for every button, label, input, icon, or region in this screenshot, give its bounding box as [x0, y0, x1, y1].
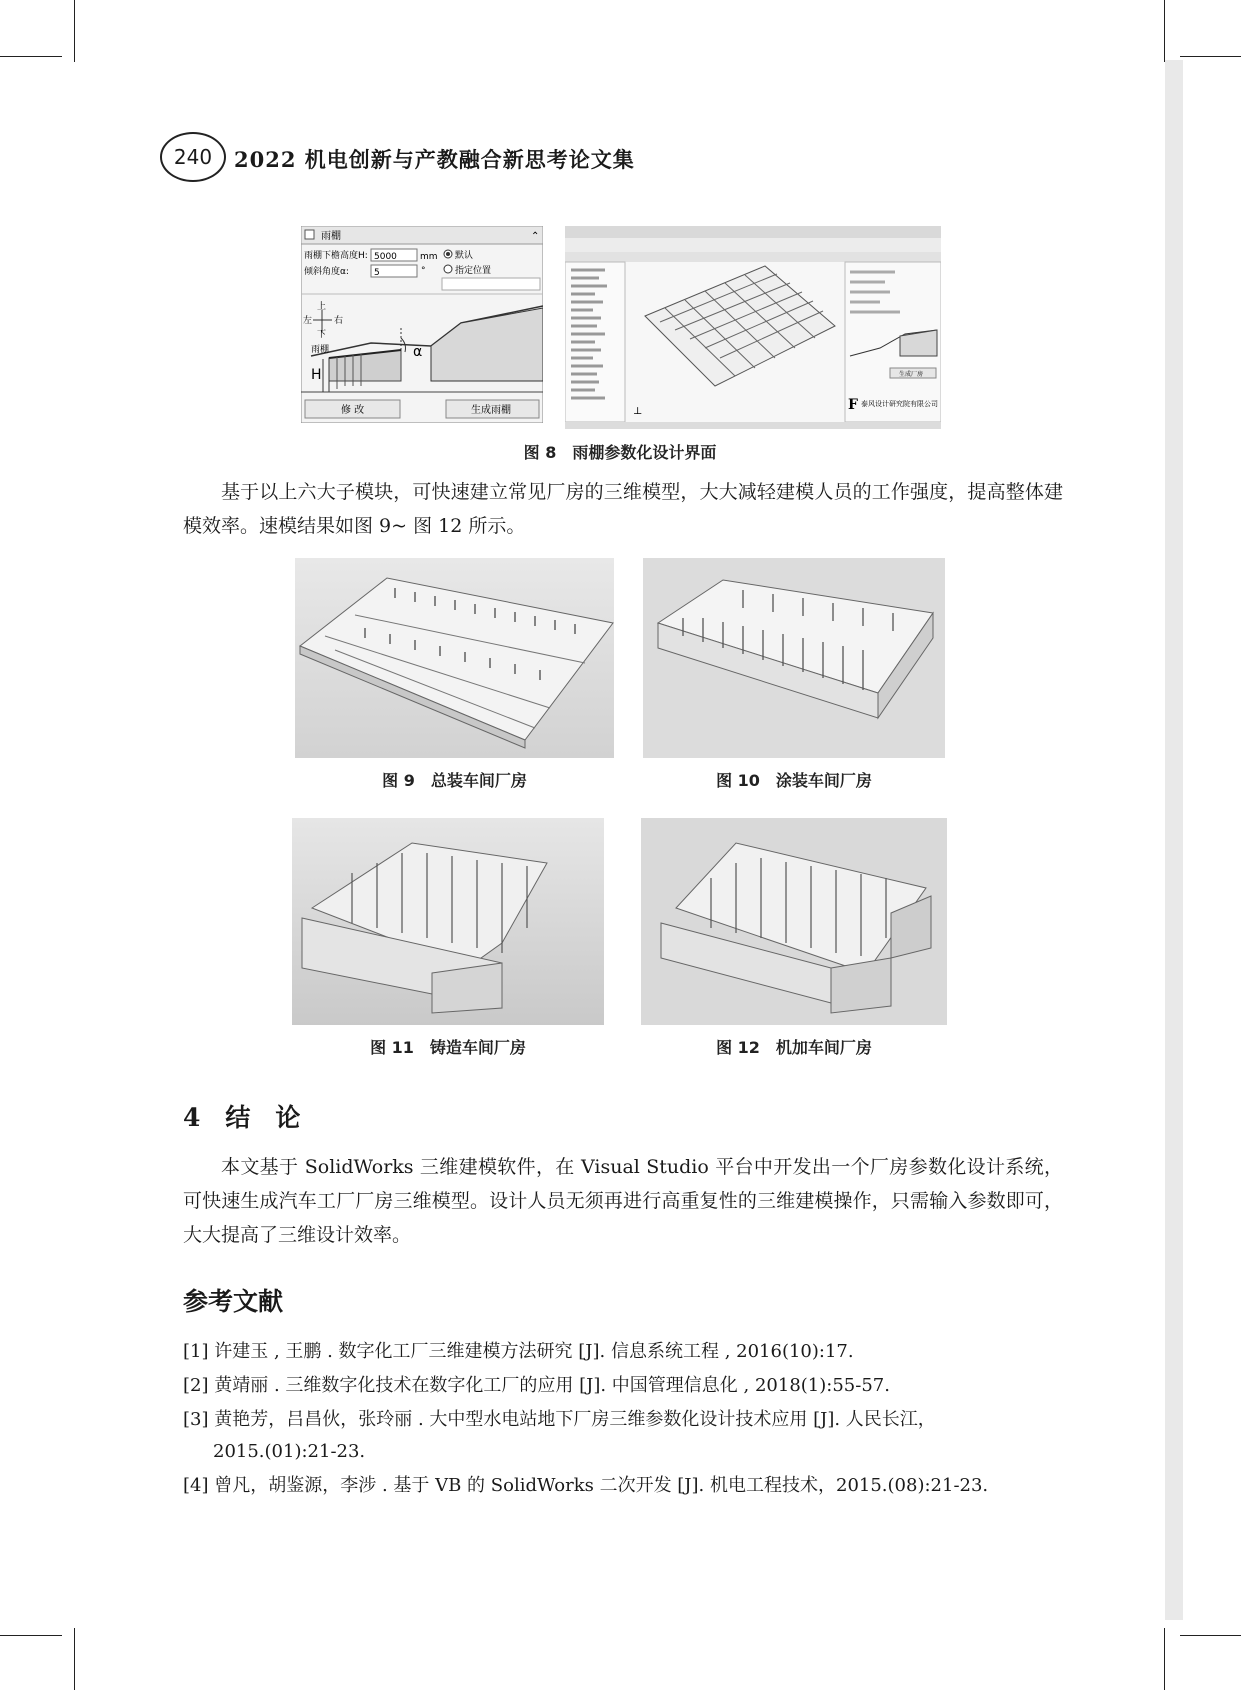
- reference-item: [3] 黄艳芳，吕昌伙，张玲丽 . 大中型水电站地下厂房三维参数化设计技术应用 [J]. 人民长江，: [183, 1409, 936, 1430]
- figure11-image: [292, 818, 604, 1025]
- page-edge-band: [1165, 60, 1183, 1620]
- axis-icon: ⊥: [633, 406, 643, 417]
- figure8-caption: 图 8 雨棚参数化设计界面: [523, 443, 717, 462]
- figure10-caption: 图 10 涂装车间厂房: [716, 771, 872, 790]
- svg-text:°: °: [421, 266, 426, 276]
- crop-mark: [1164, 1628, 1165, 1690]
- crop-mark: [1180, 1635, 1241, 1636]
- svg-text:左: 左: [303, 316, 313, 326]
- panel-checkbox[interactable]: [305, 230, 314, 239]
- angle-label: 倾斜角度α:: [304, 267, 349, 277]
- figure11-caption: 图 11 铸造车间厂房: [370, 1038, 526, 1057]
- svg-text:泰风设计研究院有限公司: 泰风设计研究院有限公司: [861, 400, 938, 408]
- figure10-image: [643, 558, 945, 758]
- figure9-image: [295, 558, 614, 758]
- book-title: 2022 机电创新与产教融合新思考论文集: [234, 147, 635, 172]
- figure8-right-panel: [565, 226, 941, 429]
- crop-mark: [74, 0, 75, 62]
- svg-text:雨棚: 雨棚: [311, 345, 330, 355]
- section-heading-conclusion: 4 结 论: [183, 1103, 301, 1132]
- svg-text:右: 右: [334, 316, 344, 326]
- svg-text:生成厂房: 生成厂房: [899, 371, 924, 378]
- panel-title: 雨棚: [321, 231, 341, 242]
- svg-text:5000: 5000: [374, 252, 397, 262]
- svg-text:下: 下: [317, 330, 327, 340]
- figure9-caption: 图 9 总装车间厂房: [382, 771, 527, 790]
- svg-text:默认: 默认: [455, 251, 474, 261]
- reference-item: [2] 黄靖丽 . 三维数字化技术在数字化工厂的应用 [J]. 中国管理信息化 , 2018(1):55-57.: [183, 1375, 890, 1396]
- svg-text:mm: mm: [420, 252, 438, 262]
- reference-item: [1] 许建玉 , 王鹏 . 数字化工厂三维建模方法研究 [J]. 信息系统工程 , 2016(10):17.: [183, 1341, 854, 1362]
- paragraph-conclusion: 本文基于 SolidWorks 三维建模软件，在 Visual Studio 平台中开发出一个厂房参数化设计系统，可快速生成汽车工厂厂房三维模型。设计人员无须再进行高重复性的三维建模操作，只需输入参数即可，大大提高了三维设计效率。: [183, 1156, 1063, 1246]
- crop-mark: [0, 56, 62, 57]
- height-label: 雨棚下檐高度H:: [304, 251, 368, 261]
- svg-text:H: H: [311, 367, 322, 383]
- figure12-image: [641, 818, 947, 1025]
- svg-text:上: 上: [317, 302, 327, 312]
- radio-custom[interactable]: [444, 265, 452, 273]
- paragraph-modules: 基于以上六大子模块，可快速建立常见厂房的三维模型，大大减轻建模人员的工作强度，提高整体建模效率。速模结果如图 9~ 图 12 所示。: [183, 481, 1063, 537]
- reference-item-continued: 2015.(01):21-23.: [213, 1441, 366, 1462]
- svg-text:α: α: [413, 344, 423, 360]
- crop-mark: [0, 1635, 62, 1636]
- svg-text:修 改: 修 改: [341, 405, 365, 416]
- svg-text:指定位置: 指定位置: [455, 266, 492, 276]
- crop-mark: [74, 1628, 75, 1690]
- svg-text:生成雨棚: 生成雨棚: [471, 405, 511, 416]
- collapse-icon[interactable]: ⌃: [531, 231, 540, 242]
- figure8-left-panel: [301, 226, 543, 423]
- svg-text:5: 5: [374, 268, 380, 278]
- crop-mark: [1180, 56, 1241, 57]
- crop-mark: [1164, 0, 1165, 62]
- references-heading: 参考文献: [183, 1287, 284, 1316]
- figure12-caption: 图 12 机加车间厂房: [716, 1038, 872, 1057]
- reference-item: [4] 曾凡，胡鉴源，李涉 . 基于 VB 的 SolidWorks 二次开发 [J]. 机电工程技术，2015.(08):21-23.: [183, 1475, 989, 1496]
- company-logo-icon: F: [848, 397, 858, 413]
- page-number: 240: [160, 132, 226, 182]
